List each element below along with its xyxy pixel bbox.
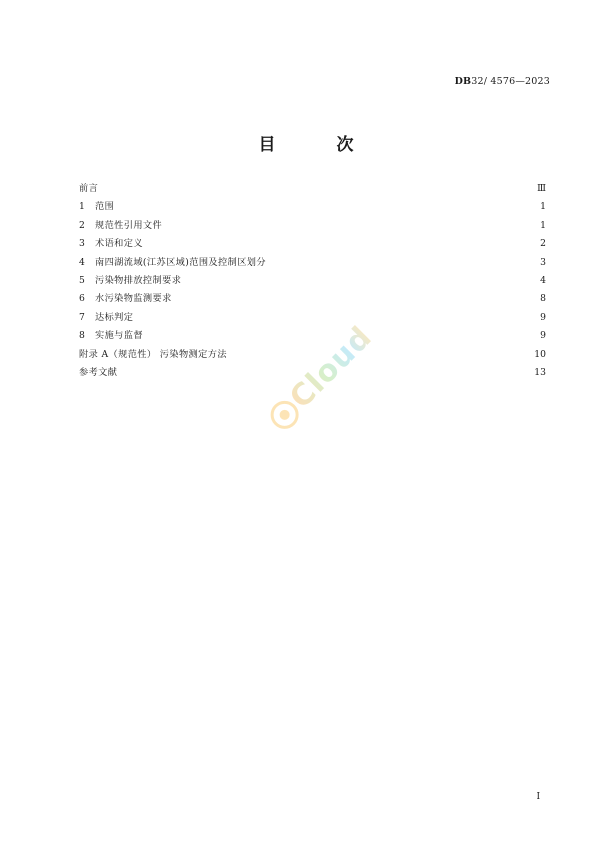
toc-entry-label: 规范性引用文件 bbox=[95, 219, 163, 231]
toc-entry-label: 水污染物监测要求 bbox=[95, 293, 172, 305]
toc-entry-page: 1 bbox=[540, 201, 546, 213]
toc-entry-label: 范围 bbox=[95, 201, 115, 213]
toc-leader-dots bbox=[136, 312, 538, 321]
toc-leader-dots bbox=[269, 257, 538, 266]
toc-entry-4[interactable] bbox=[79, 254, 546, 272]
toc-entry-number: 6 bbox=[79, 293, 85, 305]
toc-leader-dots bbox=[101, 183, 535, 192]
document-code-prefix: DB bbox=[454, 76, 472, 87]
watermark-text: Cloud bbox=[283, 319, 380, 416]
toc-entry-number: 2 bbox=[79, 219, 85, 231]
toc-entry-foreword[interactable] bbox=[79, 180, 546, 198]
toc-entry-label: 附录 A（规范性） 污染物测定方法 bbox=[79, 348, 227, 360]
toc-entry-8[interactable] bbox=[79, 327, 546, 345]
toc-entry-label: 污染物排放控制要求 bbox=[95, 274, 182, 286]
document-code bbox=[455, 76, 550, 87]
toc-entry-page: 10 bbox=[534, 348, 546, 360]
toc-leader-dots bbox=[230, 349, 532, 358]
toc-entry-page: 4 bbox=[540, 274, 546, 286]
toc-entry-1[interactable] bbox=[79, 198, 546, 216]
toc-leader-dots bbox=[184, 275, 538, 284]
toc-leader-dots bbox=[175, 293, 538, 302]
toc-entry-page: 3 bbox=[540, 256, 546, 268]
toc-entry-label: 南四湖流域(江苏区域)范围及控制区划分 bbox=[95, 256, 266, 268]
document-code-number: 32/ 4576—2023 bbox=[471, 76, 550, 87]
table-of-contents bbox=[79, 180, 546, 382]
toc-entry-3[interactable] bbox=[79, 235, 546, 253]
toc-entry-label: 术语和定义 bbox=[95, 238, 143, 250]
toc-entry-label: 实施与监督 bbox=[95, 330, 143, 342]
toc-entry-page: 8 bbox=[540, 293, 546, 305]
toc-leader-dots bbox=[165, 220, 538, 229]
toc-entry-number: 7 bbox=[79, 311, 85, 323]
toc-entry-number: 3 bbox=[79, 238, 85, 250]
toc-entry-number: 4 bbox=[79, 256, 85, 268]
toc-entry-label: 达标判定 bbox=[95, 311, 134, 323]
toc-entry-7[interactable] bbox=[79, 309, 546, 327]
toc-entry-label: 参考文献 bbox=[79, 366, 118, 378]
toc-entry-number: 8 bbox=[79, 330, 85, 342]
toc-entry-number: 5 bbox=[79, 274, 85, 286]
toc-entry-2[interactable] bbox=[79, 217, 546, 235]
toc-entry-page: 2 bbox=[540, 238, 546, 250]
toc-leader-dots bbox=[146, 238, 538, 247]
toc-entry-page: Ⅲ bbox=[537, 183, 546, 194]
toc-entry-page: 9 bbox=[540, 330, 546, 342]
toc-entry-label: 前言 bbox=[79, 183, 99, 194]
toc-entry-5[interactable] bbox=[79, 272, 546, 290]
toc-leader-dots bbox=[117, 201, 538, 210]
toc-entry-number: 1 bbox=[79, 201, 85, 213]
page-number: I bbox=[536, 792, 540, 802]
page-title: 目 次 bbox=[258, 135, 376, 155]
toc-entry-page: 13 bbox=[534, 366, 546, 378]
toc-entry-6[interactable] bbox=[79, 290, 546, 308]
toc-entry-page: 1 bbox=[540, 219, 546, 231]
toc-entry-page: 9 bbox=[540, 311, 546, 323]
